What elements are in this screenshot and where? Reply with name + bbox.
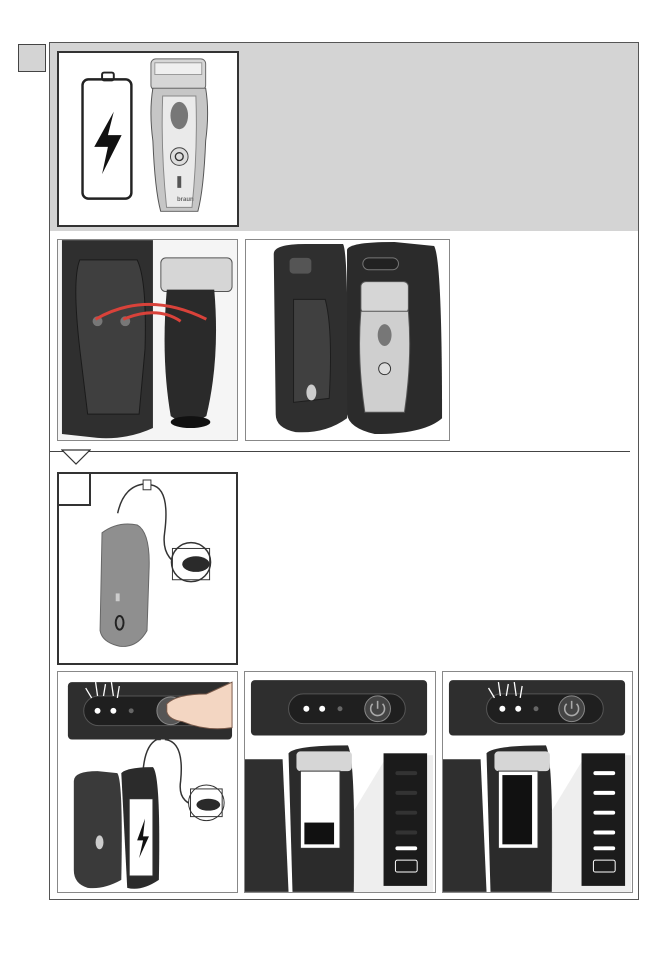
shaver-in-case-illustration: [246, 240, 449, 440]
battery-charging-illustration: [59, 53, 237, 225]
case-insert-illustration: [58, 240, 237, 440]
shaver-illustration: [151, 59, 208, 211]
charging-case-panel: [57, 472, 238, 665]
case-plugged-illustration: [59, 474, 236, 663]
press-button-illustration: [58, 672, 237, 892]
charging-low-illustration: [245, 672, 435, 892]
triangle-marker-icon: [61, 449, 91, 465]
charging-low-panel: [244, 671, 436, 893]
section-tab: [18, 44, 46, 72]
brand-mark-1: braun: [177, 197, 194, 203]
charging-full-panel: [442, 671, 633, 893]
press-button-panel: [57, 671, 238, 893]
section-divider: [50, 451, 630, 452]
case-open-panel: [57, 239, 238, 441]
battery-shaver-panel: [57, 51, 239, 227]
battery-charging-icon: [83, 73, 132, 199]
case-closed-panel: [245, 239, 450, 441]
charging-full-illustration: [443, 672, 632, 892]
